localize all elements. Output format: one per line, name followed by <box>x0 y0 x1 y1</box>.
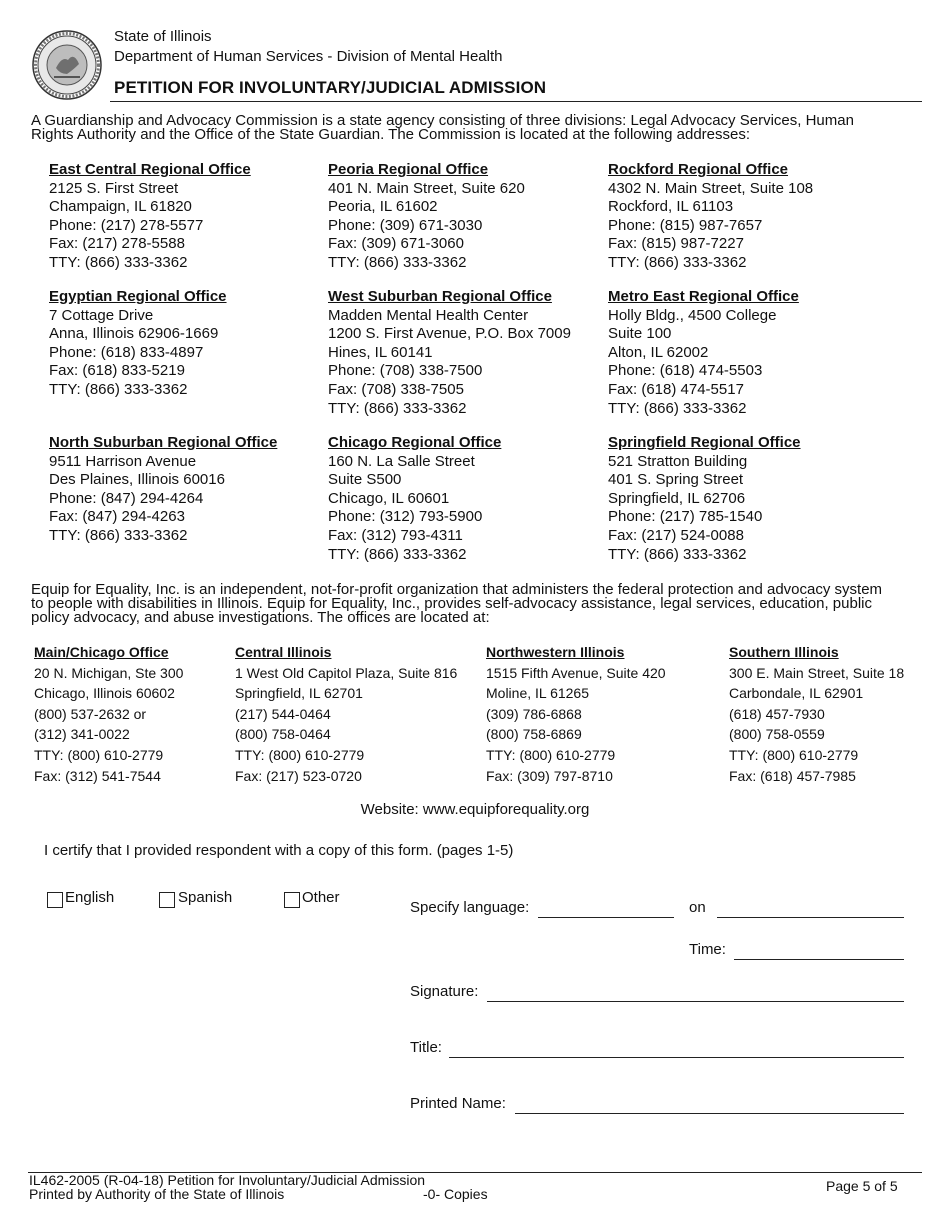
office-city: Anna, Illinois 62906-1669 <box>49 325 219 343</box>
office-tty: TTY: (866) 333-3362 <box>49 380 188 398</box>
office-tty: TTY: (800) 610-2779 <box>235 746 365 763</box>
office-north-suburban <box>49 434 277 546</box>
state-seal-icon <box>32 30 102 100</box>
footer-printed-by: Printed by Authority of the State of Illinois <box>29 1186 285 1202</box>
office-city: Champaign, IL 61820 <box>49 198 192 216</box>
office-building: Madden Mental Health Center <box>328 306 529 324</box>
gac-intro-line-1: A Guardianship and Advocacy Commission is a state agency consisting of three divisions: Legal Advocacy Services, Human <box>31 112 854 129</box>
office-address: 2125 S. First Street <box>49 179 179 197</box>
office-city: Carbondale, IL 62901 <box>729 685 864 702</box>
time-label: Time: <box>689 941 726 958</box>
office-phone: Phone: (708) 338-7500 <box>328 362 483 380</box>
english-checkbox[interactable] <box>47 892 63 908</box>
office-phone: Phone: (815) 987-7657 <box>608 216 763 234</box>
office-fax: Fax: (618) 474-5517 <box>608 380 744 398</box>
office-tty: TTY: (866) 333-3362 <box>608 399 747 417</box>
office-address: 1200 S. First Avenue, P.O. Box 7009 <box>328 325 571 343</box>
office-phone: (800) 537-2632 or <box>34 705 147 722</box>
office-phone: Phone: (847) 294-4264 <box>49 489 204 507</box>
office-chicago <box>328 434 501 564</box>
office-address: 9511 Harrison Avenue <box>49 452 197 470</box>
equip-intro-line-2: to people with disabilities in Illinois. Equip for Equality, Inc., provides self-advocacy assistance, legal services, education, public <box>31 595 872 612</box>
office-phone-alt: (312) 341-0022 <box>34 726 130 743</box>
office-city: Chicago, IL 60601 <box>328 489 450 507</box>
other-checkbox[interactable] <box>284 892 300 908</box>
office-fax: Fax: (309) 671-3060 <box>328 235 464 253</box>
office-city: Springfield, IL 62706 <box>608 489 746 507</box>
office-address: 20 N. Michigan, Ste 300 <box>34 664 184 681</box>
printed-name-label: Printed Name: <box>410 1095 506 1112</box>
title-field[interactable] <box>449 1057 904 1058</box>
office-tty: TTY: (866) 333-3362 <box>328 399 467 417</box>
office-rockford <box>608 161 813 273</box>
office-name: East Central Regional Office <box>49 161 251 178</box>
office-fax: Fax: (217) 524-0088 <box>608 526 744 544</box>
specify-language-field[interactable] <box>538 917 674 918</box>
office-fax: Fax: (312) 541-7544 <box>34 767 161 784</box>
signature-label: Signature: <box>410 983 479 1000</box>
signature-field[interactable] <box>487 1001 904 1002</box>
office-name: Peoria Regional Office <box>328 161 489 178</box>
department-name: Department of Human Services - Division of Mental Health <box>114 48 503 65</box>
office-fax: Fax: (217) 523-0720 <box>235 767 362 784</box>
specify-language-label: Specify language: <box>410 899 530 916</box>
office-address: 1 West Old Capitol Plaza, Suite 816 <box>235 664 458 681</box>
office-peoria <box>328 161 525 273</box>
date-field[interactable] <box>717 917 904 918</box>
office-address: 160 N. La Salle Street <box>328 452 475 470</box>
office-address: 1515 Fifth Avenue, Suite 420 <box>486 664 666 681</box>
office-name: Chicago Regional Office <box>328 434 502 451</box>
office-building: 521 Stratton Building <box>608 452 748 470</box>
office-tty: TTY: (866) 333-3362 <box>328 253 467 271</box>
office-tty: TTY: (800) 610-2779 <box>729 746 859 763</box>
footer-form-id: IL462-2005 (R-04-18) Petition for Involuntary/Judicial Admission <box>29 1172 426 1188</box>
footer-page-number: Page 5 of 5 <box>826 1178 898 1194</box>
office-fax: Fax: (847) 294-4263 <box>49 508 185 526</box>
equip-office-central <box>235 642 457 786</box>
office-address: 7 Cottage Drive <box>49 306 154 324</box>
office-name: Rockford Regional Office <box>608 161 789 178</box>
spanish-checkbox[interactable] <box>159 892 175 908</box>
equip-office-northwestern <box>486 642 666 786</box>
gac-intro-line-2: Rights Authority and the Office of the State Guardian. The Commission is located at the following addresses: <box>31 126 751 143</box>
office-name: Main/Chicago Office <box>34 644 169 660</box>
office-fax: Fax: (708) 338-7505 <box>328 380 464 398</box>
office-suite: Suite 100 <box>608 325 672 343</box>
office-fax: Fax: (312) 793-4311 <box>328 526 463 544</box>
office-address: 300 E. Main Street, Suite 18 <box>729 664 905 681</box>
office-city: Hines, IL 60141 <box>328 343 433 361</box>
office-phone: Phone: (217) 278-5577 <box>49 216 204 234</box>
office-phone: Phone: (309) 671-3030 <box>328 216 483 234</box>
printed-name-field[interactable] <box>515 1113 904 1114</box>
equip-intro <box>31 583 920 625</box>
office-east-central <box>49 161 251 273</box>
equip-intro-line-3: policy advocacy, and abuse investigations. The offices are located at: <box>31 609 490 626</box>
office-city: Rockford, IL 61103 <box>608 198 734 216</box>
office-address: Holly Bldg., 4500 College <box>608 306 777 324</box>
other-label: Other <box>302 889 340 906</box>
office-tty: TTY: (866) 333-3362 <box>49 526 188 544</box>
office-name: North Suburban Regional Office <box>49 434 278 451</box>
office-fax: Fax: (815) 987-7227 <box>608 235 744 253</box>
office-city: Des Plaines, Illinois 60016 <box>49 471 225 489</box>
office-phone: Phone: (618) 474-5503 <box>608 362 763 380</box>
office-name: Springfield Regional Office <box>608 434 801 451</box>
office-tty: TTY: (866) 333-3362 <box>608 253 747 271</box>
office-city: Chicago, Illinois 60602 <box>34 685 175 702</box>
office-phone: (217) 544-0464 <box>235 705 331 722</box>
office-fax: Fax: (618) 833-5219 <box>49 362 185 380</box>
office-tty: TTY: (800) 610-2779 <box>34 746 164 763</box>
office-tty: TTY: (866) 333-3362 <box>608 545 747 563</box>
spanish-label: Spanish <box>178 889 233 906</box>
time-field[interactable] <box>734 959 904 960</box>
office-fax: Fax: (618) 457-7985 <box>729 767 856 784</box>
equip-website: Website: www.equipforequality.org <box>360 801 590 818</box>
office-city: Peoria, IL 61602 <box>328 198 438 216</box>
office-metro-east <box>608 288 799 418</box>
office-name: Egyptian Regional Office <box>49 288 227 305</box>
office-name: Metro East Regional Office <box>608 288 799 305</box>
office-city: Springfield, IL 62701 <box>235 685 363 702</box>
office-name: Central Illinois <box>235 644 332 660</box>
equip-office-southern <box>729 642 904 786</box>
office-fax: Fax: (217) 278-5588 <box>49 235 185 253</box>
state-name: State of Illinois <box>114 28 212 45</box>
office-suite: Suite S500 <box>328 471 402 489</box>
equip-office-main-chicago <box>34 642 183 786</box>
office-phone: (618) 457-7930 <box>729 705 825 722</box>
office-tty: TTY: (866) 333-3362 <box>49 253 188 271</box>
office-phone-alt: (800) 758-0559 <box>729 726 825 743</box>
office-phone: Phone: (217) 785-1540 <box>608 508 763 526</box>
english-label: English <box>65 889 115 906</box>
office-phone-alt: (800) 758-6869 <box>486 726 582 743</box>
office-name: Southern Illinois <box>729 644 839 660</box>
certify-statement: I certify that I provided respondent with a copy of this form. (pages 1-5) <box>44 842 514 859</box>
office-address: 401 N. Main Street, Suite 620 <box>328 179 525 197</box>
office-name: Northwestern Illinois <box>486 644 625 660</box>
office-address: 401 S. Spring Street <box>608 471 744 489</box>
page-title: PETITION FOR INVOLUNTARY/JUDICIAL ADMISSION <box>114 78 547 97</box>
office-address: 4302 N. Main Street, Suite 108 <box>608 179 814 197</box>
office-fax: Fax: (309) 797-8710 <box>486 767 613 784</box>
office-springfield <box>608 434 801 564</box>
office-city: Alton, IL 62002 <box>608 343 709 361</box>
office-phone: Phone: (618) 833-4897 <box>49 343 204 361</box>
office-name: West Suburban Regional Office <box>328 288 552 305</box>
on-label: on <box>689 899 706 916</box>
office-phone: (309) 786-6868 <box>486 705 582 722</box>
footer-copies: -0- Copies <box>423 1186 488 1202</box>
office-tty: TTY: (866) 333-3362 <box>328 545 467 563</box>
office-west-suburban <box>328 288 571 418</box>
gac-intro <box>31 114 920 142</box>
equip-intro-line-1: Equip for Equality, Inc. is an independent, not-for-profit organization that administers the federal protection and advocacy system <box>31 581 883 598</box>
office-phone-alt: (800) 758-0464 <box>235 726 331 743</box>
office-tty: TTY: (800) 610-2779 <box>486 746 616 763</box>
office-city: Moline, IL 61265 <box>486 685 589 702</box>
title-divider <box>110 101 922 102</box>
office-phone: Phone: (312) 793-5900 <box>328 508 483 526</box>
title-label: Title: <box>410 1039 442 1056</box>
office-egyptian <box>49 288 227 400</box>
